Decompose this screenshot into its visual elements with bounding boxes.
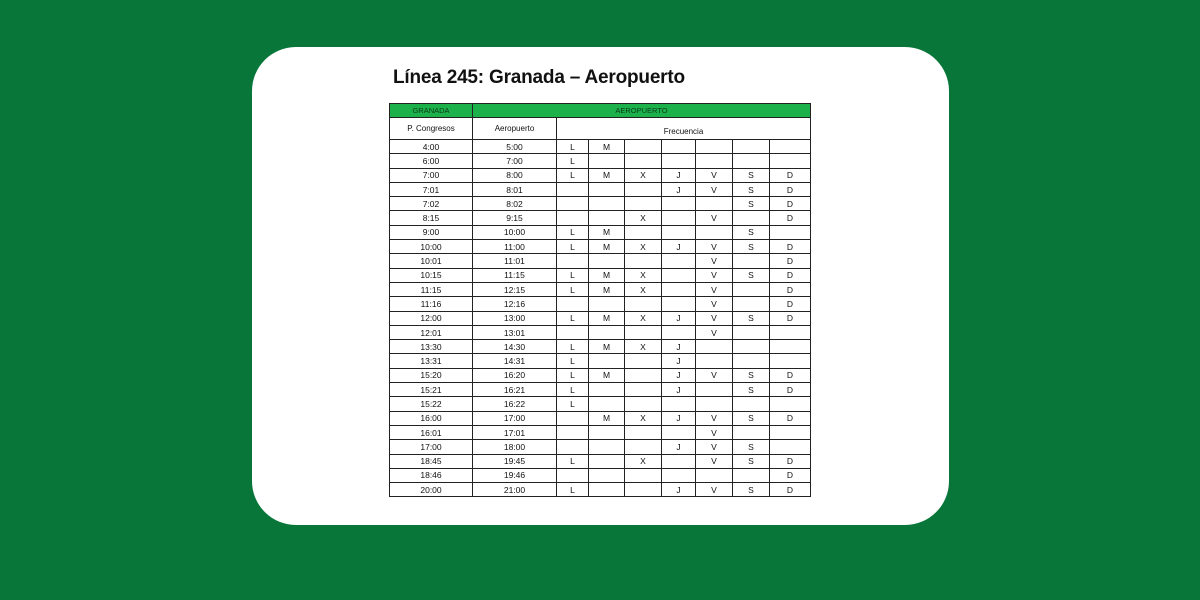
day-cell: L xyxy=(557,140,589,154)
day-cell xyxy=(696,397,733,411)
day-cell: M xyxy=(589,225,625,239)
day-cell: V xyxy=(696,282,733,296)
day-cell: X xyxy=(625,411,662,425)
arrival-time: 21:00 xyxy=(473,483,557,497)
day-cell xyxy=(696,140,733,154)
table-header-row xyxy=(390,104,811,118)
day-cell xyxy=(625,425,662,439)
arrival-time: 12:15 xyxy=(473,282,557,296)
departure-time: 18:46 xyxy=(390,468,473,482)
day-cell xyxy=(557,211,589,225)
day-cell: D xyxy=(770,311,811,325)
day-cell xyxy=(696,340,733,354)
table-row xyxy=(390,368,811,382)
day-cell xyxy=(770,397,811,411)
day-cell: J xyxy=(662,240,696,254)
departure-time: 8:15 xyxy=(390,211,473,225)
day-cell: L xyxy=(557,454,589,468)
col-header-frequency: Frecuencia xyxy=(557,118,811,140)
day-cell xyxy=(625,383,662,397)
day-cell xyxy=(770,354,811,368)
header-aeropuerto: AEROPUERTO xyxy=(473,104,811,118)
day-cell xyxy=(770,340,811,354)
day-cell: D xyxy=(770,240,811,254)
day-cell xyxy=(733,468,770,482)
day-cell xyxy=(589,325,625,339)
arrival-time: 18:00 xyxy=(473,440,557,454)
day-cell xyxy=(770,325,811,339)
table-row xyxy=(390,440,811,454)
day-cell: M xyxy=(589,311,625,325)
day-cell xyxy=(696,225,733,239)
day-cell xyxy=(557,468,589,482)
day-cell xyxy=(625,354,662,368)
departure-time: 18:45 xyxy=(390,454,473,468)
day-cell xyxy=(625,254,662,268)
table-row xyxy=(390,383,811,397)
day-cell: J xyxy=(662,440,696,454)
day-cell xyxy=(557,297,589,311)
table-row xyxy=(390,154,811,168)
day-cell: M xyxy=(589,411,625,425)
table-row xyxy=(390,483,811,497)
day-cell: S xyxy=(733,368,770,382)
arrival-time: 9:15 xyxy=(473,211,557,225)
day-cell xyxy=(733,297,770,311)
day-cell xyxy=(625,397,662,411)
day-cell: X xyxy=(625,311,662,325)
day-cell: D xyxy=(770,182,811,196)
day-cell xyxy=(589,182,625,196)
departure-time: 10:00 xyxy=(390,240,473,254)
day-cell: V xyxy=(696,268,733,282)
day-cell xyxy=(662,254,696,268)
arrival-time: 10:00 xyxy=(473,225,557,239)
day-cell: L xyxy=(557,154,589,168)
departure-time: 15:20 xyxy=(390,368,473,382)
day-cell: L xyxy=(557,354,589,368)
day-cell: V xyxy=(696,311,733,325)
day-cell xyxy=(557,425,589,439)
arrival-time: 8:00 xyxy=(473,168,557,182)
day-cell: S xyxy=(733,182,770,196)
day-cell xyxy=(733,140,770,154)
table-row xyxy=(390,168,811,182)
day-cell xyxy=(733,397,770,411)
day-cell: V xyxy=(696,168,733,182)
day-cell: V xyxy=(696,454,733,468)
day-cell xyxy=(557,197,589,211)
day-cell: X xyxy=(625,268,662,282)
departure-time: 10:01 xyxy=(390,254,473,268)
column-header-row xyxy=(390,118,811,140)
table-row xyxy=(390,411,811,425)
day-cell: L xyxy=(557,397,589,411)
day-cell: S xyxy=(733,225,770,239)
day-cell xyxy=(557,411,589,425)
day-cell: S xyxy=(733,383,770,397)
departure-time: 12:01 xyxy=(390,325,473,339)
arrival-time: 16:20 xyxy=(473,368,557,382)
day-cell xyxy=(770,154,811,168)
day-cell: S xyxy=(733,240,770,254)
day-cell xyxy=(696,383,733,397)
day-cell: S xyxy=(733,454,770,468)
day-cell: V xyxy=(696,411,733,425)
day-cell: X xyxy=(625,168,662,182)
day-cell xyxy=(770,425,811,439)
day-cell: V xyxy=(696,368,733,382)
day-cell xyxy=(557,325,589,339)
day-cell: S xyxy=(733,483,770,497)
day-cell xyxy=(589,297,625,311)
day-cell: J xyxy=(662,383,696,397)
arrival-time: 8:01 xyxy=(473,182,557,196)
day-cell xyxy=(733,254,770,268)
day-cell xyxy=(589,454,625,468)
arrival-time: 8:02 xyxy=(473,197,557,211)
arrival-time: 7:00 xyxy=(473,154,557,168)
day-cell xyxy=(662,225,696,239)
day-cell xyxy=(662,454,696,468)
day-cell xyxy=(589,154,625,168)
day-cell: V xyxy=(696,440,733,454)
timetable xyxy=(389,103,811,497)
day-cell xyxy=(733,154,770,168)
day-cell xyxy=(662,140,696,154)
table-row xyxy=(390,325,811,339)
day-cell xyxy=(625,225,662,239)
day-cell: L xyxy=(557,268,589,282)
table-row xyxy=(390,225,811,239)
day-cell xyxy=(662,325,696,339)
day-cell xyxy=(696,468,733,482)
day-cell xyxy=(733,282,770,296)
departure-time: 13:31 xyxy=(390,354,473,368)
day-cell: J xyxy=(662,368,696,382)
day-cell xyxy=(625,325,662,339)
departure-time: 7:00 xyxy=(390,168,473,182)
day-cell: D xyxy=(770,368,811,382)
day-cell xyxy=(770,140,811,154)
day-cell xyxy=(589,383,625,397)
day-cell xyxy=(733,211,770,225)
day-cell: X xyxy=(625,211,662,225)
day-cell: M xyxy=(589,282,625,296)
arrival-time: 16:22 xyxy=(473,397,557,411)
col-header-departure: P. Congresos xyxy=(390,118,473,140)
day-cell xyxy=(625,154,662,168)
departure-time: 11:15 xyxy=(390,282,473,296)
day-cell xyxy=(625,182,662,196)
day-cell xyxy=(696,197,733,211)
day-cell: D xyxy=(770,483,811,497)
table-row xyxy=(390,311,811,325)
table-row xyxy=(390,182,811,196)
day-cell xyxy=(557,182,589,196)
table-row xyxy=(390,454,811,468)
day-cell: M xyxy=(589,268,625,282)
day-cell: V xyxy=(696,325,733,339)
day-cell: S xyxy=(733,168,770,182)
day-cell: L xyxy=(557,368,589,382)
day-cell: D xyxy=(770,383,811,397)
day-cell: J xyxy=(662,311,696,325)
departure-time: 16:00 xyxy=(390,411,473,425)
day-cell: X xyxy=(625,340,662,354)
day-cell xyxy=(625,297,662,311)
day-cell xyxy=(662,468,696,482)
day-cell: D xyxy=(770,211,811,225)
day-cell: L xyxy=(557,225,589,239)
day-cell xyxy=(662,211,696,225)
day-cell: J xyxy=(662,411,696,425)
arrival-time: 17:00 xyxy=(473,411,557,425)
table-row xyxy=(390,254,811,268)
day-cell xyxy=(589,211,625,225)
departure-time: 17:00 xyxy=(390,440,473,454)
day-cell: V xyxy=(696,211,733,225)
day-cell xyxy=(625,483,662,497)
day-cell xyxy=(589,254,625,268)
day-cell: S xyxy=(733,440,770,454)
arrival-time: 11:00 xyxy=(473,240,557,254)
departure-time: 13:30 xyxy=(390,340,473,354)
arrival-time: 12:16 xyxy=(473,297,557,311)
day-cell: M xyxy=(589,168,625,182)
arrival-time: 17:01 xyxy=(473,425,557,439)
day-cell xyxy=(589,425,625,439)
day-cell xyxy=(662,282,696,296)
day-cell: J xyxy=(662,168,696,182)
day-cell xyxy=(589,483,625,497)
day-cell xyxy=(696,154,733,168)
day-cell: M xyxy=(589,340,625,354)
day-cell: L xyxy=(557,383,589,397)
day-cell xyxy=(625,440,662,454)
day-cell: L xyxy=(557,340,589,354)
day-cell xyxy=(589,468,625,482)
day-cell xyxy=(662,397,696,411)
day-cell xyxy=(733,354,770,368)
day-cell xyxy=(733,425,770,439)
departure-time: 20:00 xyxy=(390,483,473,497)
day-cell xyxy=(589,354,625,368)
day-cell: D xyxy=(770,168,811,182)
table-row xyxy=(390,354,811,368)
departure-time: 7:02 xyxy=(390,197,473,211)
day-cell: V xyxy=(696,483,733,497)
departure-time: 9:00 xyxy=(390,225,473,239)
day-cell: S xyxy=(733,411,770,425)
day-cell: V xyxy=(696,240,733,254)
day-cell: L xyxy=(557,483,589,497)
departure-time: 16:01 xyxy=(390,425,473,439)
day-cell xyxy=(696,354,733,368)
day-cell: L xyxy=(557,240,589,254)
day-cell xyxy=(770,440,811,454)
table-row xyxy=(390,240,811,254)
day-cell xyxy=(557,440,589,454)
day-cell xyxy=(733,325,770,339)
departure-time: 10:15 xyxy=(390,268,473,282)
day-cell: D xyxy=(770,268,811,282)
day-cell: D xyxy=(770,254,811,268)
departure-time: 4:00 xyxy=(390,140,473,154)
col-header-arrival: Aeropuerto xyxy=(473,118,557,140)
day-cell: J xyxy=(662,354,696,368)
day-cell xyxy=(662,268,696,282)
departure-time: 7:01 xyxy=(390,182,473,196)
arrival-time: 19:45 xyxy=(473,454,557,468)
day-cell xyxy=(589,440,625,454)
day-cell xyxy=(733,340,770,354)
day-cell: J xyxy=(662,483,696,497)
day-cell: X xyxy=(625,454,662,468)
day-cell: D xyxy=(770,411,811,425)
arrival-time: 14:31 xyxy=(473,354,557,368)
arrival-time: 11:15 xyxy=(473,268,557,282)
departure-time: 12:00 xyxy=(390,311,473,325)
day-cell: M xyxy=(589,368,625,382)
day-cell xyxy=(662,425,696,439)
day-cell xyxy=(770,225,811,239)
day-cell: S xyxy=(733,197,770,211)
table-row xyxy=(390,425,811,439)
day-cell: V xyxy=(696,182,733,196)
arrival-time: 16:21 xyxy=(473,383,557,397)
day-cell: J xyxy=(662,340,696,354)
day-cell: S xyxy=(733,311,770,325)
day-cell xyxy=(625,197,662,211)
arrival-time: 5:00 xyxy=(473,140,557,154)
table-row xyxy=(390,211,811,225)
day-cell: D xyxy=(770,454,811,468)
day-cell xyxy=(589,197,625,211)
day-cell xyxy=(625,140,662,154)
day-cell: L xyxy=(557,311,589,325)
day-cell: D xyxy=(770,282,811,296)
day-cell xyxy=(662,154,696,168)
day-cell xyxy=(557,254,589,268)
day-cell xyxy=(625,368,662,382)
day-cell: X xyxy=(625,240,662,254)
table-row xyxy=(390,282,811,296)
day-cell xyxy=(662,297,696,311)
page-title: Línea 245: Granada – Aeropuerto xyxy=(393,67,685,88)
departure-time: 11:16 xyxy=(390,297,473,311)
arrival-time: 19:46 xyxy=(473,468,557,482)
day-cell: V xyxy=(696,254,733,268)
day-cell xyxy=(662,197,696,211)
departure-time: 15:21 xyxy=(390,383,473,397)
table-row xyxy=(390,340,811,354)
table-row xyxy=(390,197,811,211)
day-cell xyxy=(625,468,662,482)
day-cell: L xyxy=(557,282,589,296)
day-cell: J xyxy=(662,182,696,196)
table-row xyxy=(390,297,811,311)
table-row xyxy=(390,268,811,282)
day-cell: D xyxy=(770,197,811,211)
day-cell: L xyxy=(557,168,589,182)
departure-time: 6:00 xyxy=(390,154,473,168)
day-cell: M xyxy=(589,140,625,154)
day-cell: D xyxy=(770,468,811,482)
arrival-time: 14:30 xyxy=(473,340,557,354)
day-cell: V xyxy=(696,425,733,439)
arrival-time: 11:01 xyxy=(473,254,557,268)
departure-time: 15:22 xyxy=(390,397,473,411)
table-row xyxy=(390,397,811,411)
day-cell: V xyxy=(696,297,733,311)
day-cell: D xyxy=(770,297,811,311)
day-cell: M xyxy=(589,240,625,254)
arrival-time: 13:01 xyxy=(473,325,557,339)
header-granada: GRANADA xyxy=(390,104,473,118)
table-row xyxy=(390,140,811,154)
table-row xyxy=(390,468,811,482)
arrival-time: 13:00 xyxy=(473,311,557,325)
day-cell: X xyxy=(625,282,662,296)
day-cell: S xyxy=(733,268,770,282)
day-cell xyxy=(589,397,625,411)
